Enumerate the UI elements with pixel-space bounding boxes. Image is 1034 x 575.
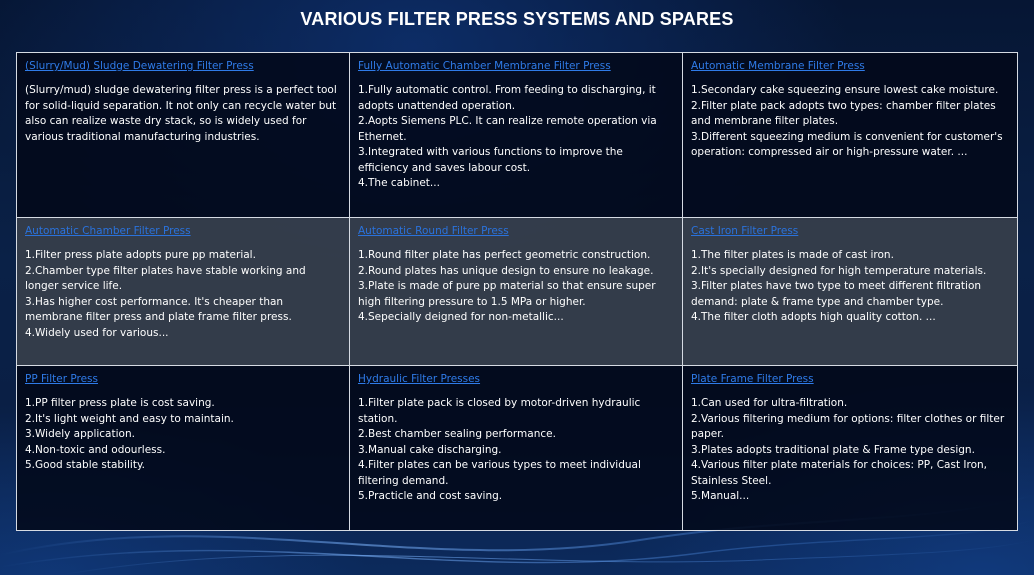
description-line: 4.Widely used for various... xyxy=(25,326,169,339)
product-description xyxy=(358,83,674,192)
description-line: 2.It's light weight and easy to maintain. xyxy=(25,412,234,425)
description-line: 2.Best chamber sealing performance. xyxy=(358,428,556,440)
description-line: (Slurry/mud) sludge dewatering filter press is a perfect tool for solid-liquid separation. It not only can recycle water but also can realize waste dry stack, so is widely used for various traditional manufacturing industries. xyxy=(25,84,337,143)
page-title: VARIOUS FILTER PRESS SYSTEMS AND SPARES xyxy=(300,9,734,29)
description-line: 3.Plate is made of pure pp material so that ensure super high filtering pressure to 1.5 MPa or higher. xyxy=(358,280,656,308)
grid-cell xyxy=(17,366,350,530)
product-link[interactable]: Automatic Chamber Filter Press xyxy=(25,225,191,237)
product-description xyxy=(691,396,1009,505)
product-link[interactable]: PP Filter Press xyxy=(25,373,98,385)
product-link[interactable]: Fully Automatic Chamber Membrane Filter Press xyxy=(358,60,611,72)
description-line: 3.Widely application. xyxy=(25,428,135,440)
product-description xyxy=(358,248,674,326)
product-description xyxy=(358,396,674,505)
description-line: 4.The filter cloth adopts high quality cotton. ... xyxy=(691,311,936,323)
description-line: 1.The filter plates is made of cast iron. xyxy=(691,249,894,261)
description-line: 5.Practicle and cost saving. xyxy=(358,490,503,502)
description-line: 4.Non-toxic and odourless. xyxy=(25,443,166,456)
description-line: 3.Different squeezing medium is convenient for customer's operation: compressed air or high-pressure water. ... xyxy=(691,130,1003,158)
description-line: 3.Plates adopts traditional plate & Frame type design. xyxy=(691,443,975,456)
description-line: 4.Filter plates can be various types to meet individual filtering demand. xyxy=(358,459,641,487)
description-line: 2.It's specially designed for high temperature materials. xyxy=(691,264,987,277)
description-line: 1.Fully automatic control. From feeding to discharging, it adopts unattended operation. xyxy=(358,84,656,112)
description-line: 3.Integrated with various functions to improve the efficiency and saves labour cost. xyxy=(358,146,623,174)
product-description xyxy=(691,83,1009,161)
description-line: 1.PP filter press plate is cost saving. xyxy=(25,397,215,409)
description-line: 4.The cabinet... xyxy=(358,177,440,189)
description-line: 4.Various filter plate materials for choices: PP, Cast Iron, Stainless Steel. xyxy=(691,459,988,487)
product-description xyxy=(25,396,341,474)
grid-cell xyxy=(350,366,683,530)
description-line: 3.Has higher cost performance. It's cheaper than membrane filter press and plate frame filter press. xyxy=(25,295,292,323)
grid-cell xyxy=(17,53,350,218)
description-line: 2.Aopts Siemens PLC. It can realize remote operation via Ethernet. xyxy=(358,115,657,143)
description-line: 1.Can used for ultra-filtration. xyxy=(691,397,848,409)
description-line: 1.Secondary cake squeezing ensure lowest cake moisture. xyxy=(691,84,999,96)
description-line: 1.Filter press plate adopts pure pp material. xyxy=(25,249,256,261)
description-line: 2.Round plates has unique design to ensure no leakage. xyxy=(358,264,654,277)
product-link[interactable]: Cast Iron Filter Press xyxy=(691,225,799,237)
product-link[interactable]: Hydraulic Filter Presses xyxy=(358,373,481,385)
description-line: 2.Chamber type filter plates have stable working and longer service life. xyxy=(25,264,306,292)
grid-cell xyxy=(683,366,1017,530)
product-link[interactable]: Automatic Round Filter Press xyxy=(358,225,509,237)
grid-cell xyxy=(17,218,350,366)
description-line: 5.Good stable stability. xyxy=(25,459,146,471)
product-link[interactable]: Plate Frame Filter Press xyxy=(691,373,814,385)
description-line: 1.Round filter plate has perfect geometric construction. xyxy=(358,249,651,261)
grid-cell xyxy=(350,218,683,366)
grid-cell xyxy=(683,218,1017,366)
product-link[interactable]: Automatic Membrane Filter Press xyxy=(691,60,865,72)
description-line: 2.Filter plate pack adopts two types: chamber filter plates and membrane filter plates. xyxy=(691,99,996,127)
description-line: 3.Manual cake discharging. xyxy=(358,443,502,456)
description-line: 4.Sepecially deigned for non-metallic... xyxy=(358,311,564,323)
grid-cell xyxy=(350,53,683,218)
product-description xyxy=(691,248,1009,326)
description-line: 2.Various filtering medium for options: filter clothes or filter paper. xyxy=(691,412,1005,440)
filter-press-grid xyxy=(16,52,1018,531)
description-line: 3.Filter plates have two type to meet different filtration demand: plate & frame type and chamber type. xyxy=(691,280,982,308)
product-link[interactable]: (Slurry/Mud) Sludge Dewatering Filter Press xyxy=(25,60,254,72)
product-description xyxy=(25,248,341,341)
grid-cell xyxy=(683,53,1017,218)
product-description xyxy=(25,83,341,145)
description-line: 5.Manual... xyxy=(691,490,750,502)
description-line: 1.Filter plate pack is closed by motor-driven hydraulic station. xyxy=(358,397,641,425)
